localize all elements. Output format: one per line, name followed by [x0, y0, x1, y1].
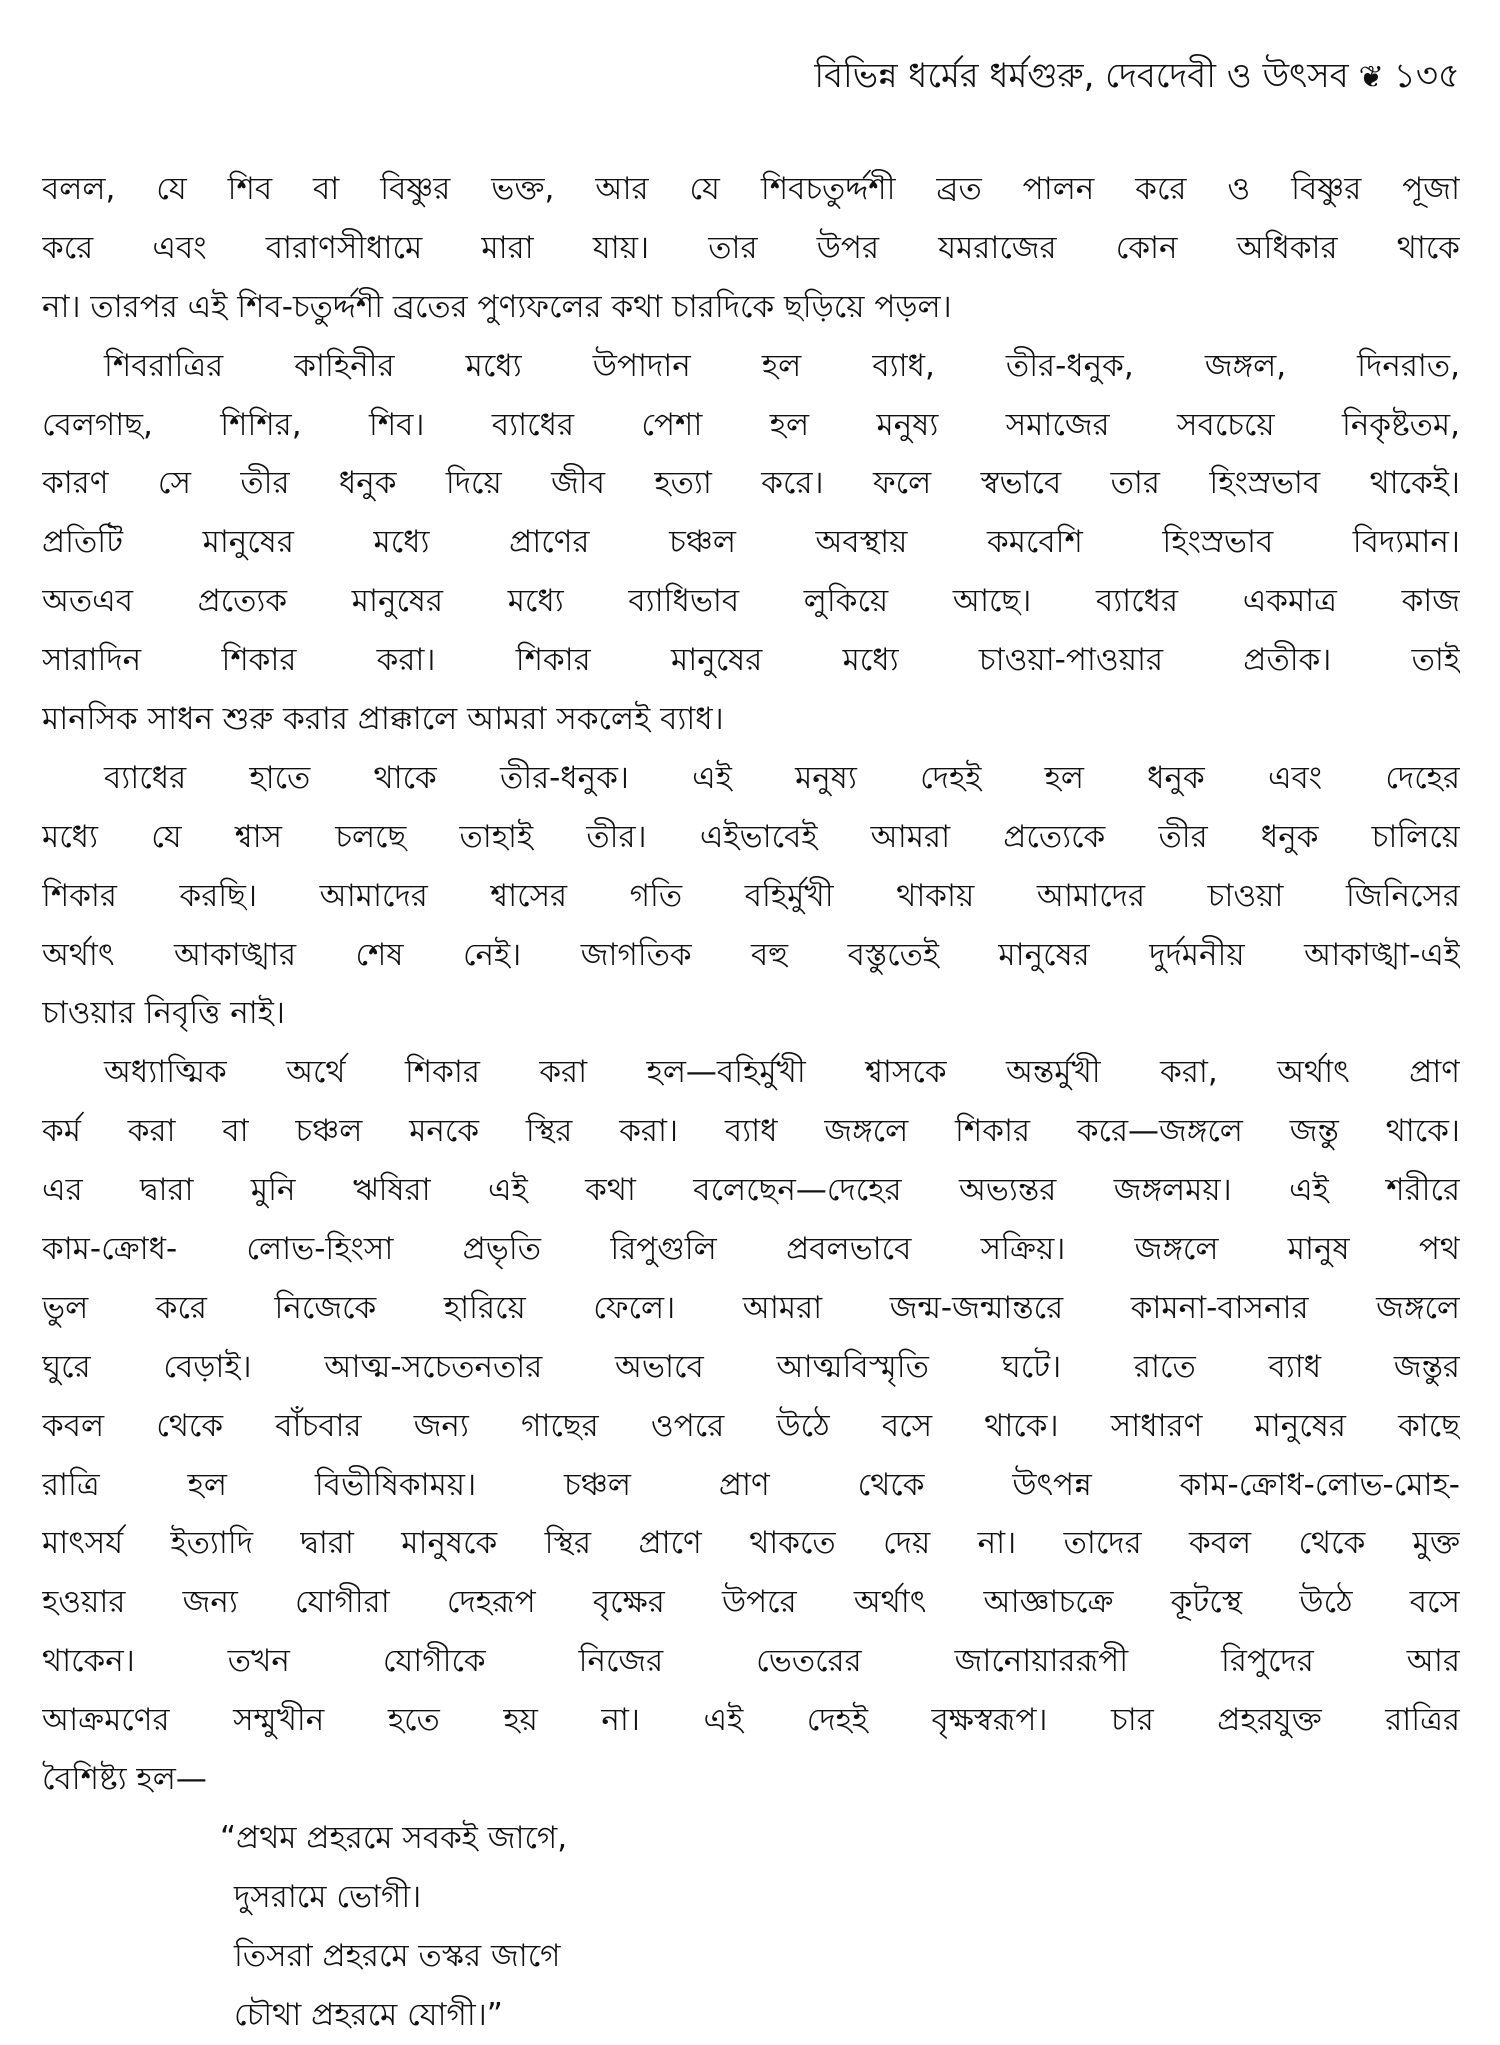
paragraph-start-line: শিবরাত্রির কাহিনীর মধ্যে উপাদান হল ব্যাধ, তীর-ধনুক, জঙ্গল, দিনরাত, [104, 347, 1460, 384]
paragraph-start-line: ব্যাধের হাতে থাকে তীর-ধনুক। এই মনুষ্য দেহই হল ধনুক এবং দেহের [104, 759, 1460, 796]
verse-line: চৌথা প্রহরমে যোগী।” [234, 1996, 503, 2033]
verse-line: তিসরা প্রহরমে তস্কর জাগে [234, 1937, 561, 1974]
text-line: শিকার করছি। আমাদের শ্বাসের গতি বহির্মুখী থাকায় আমাদের চাওয়া জিনিসের [42, 877, 1460, 914]
text-line: বৈশিষ্ট্য হল— [42, 1761, 207, 1798]
text-line: আক্রমণের সম্মুখীন হতে হয় না। এই দেহই বৃক্ষস্বরূপ। চার প্রহরযুক্ত রাত্রির [42, 1702, 1460, 1739]
text-line: চাওয়ার নিবৃত্তি নাই। [42, 995, 285, 1032]
running-header [560, 52, 1460, 102]
text-line: কবল থেকে বাঁচবার জন্য গাছের ওপরে উঠে বসে থাকে। সাধারণ মানুষের কাছে [42, 1407, 1460, 1444]
text-line: সারাদিন শিকার করা। শিকার মানুষের মধ্যে চাওয়া-পাওয়ার প্রতীক। তাই [42, 642, 1460, 679]
text-line: অর্থাৎ আকাঙ্খার শেষ নেই। জাগতিক বহু বস্তুতেই মানুষের দুর্দমনীয় আকাঙ্খা-এই [42, 936, 1460, 973]
text-line: মাৎসর্য ইত্যাদি দ্বারা মানুষকে স্থির প্রাণে থাকতে দেয় না। তাদের কবল থেকে মুক্ত [42, 1525, 1460, 1562]
text-line: কাম-ক্রোধ- লোভ-হিংসা প্রভৃতি রিপুগুলি প্রবলভাবে সক্রিয়। জঙ্গলে মানুষ পথ [42, 1231, 1460, 1268]
text-line: ভুল করে নিজেকে হারিয়ে ফেলে। আমরা জন্ম-জন্মান্তরে কামনা-বাসনার জঙ্গলে [42, 1289, 1460, 1326]
text-line: থাকেন। তখন যোগীকে নিজের ভেতরের জানোয়াররূপী রিপুদের আর [42, 1643, 1460, 1680]
text-line: মানসিক সাধন শুরু করার প্রাক্কালে আমরা সকলেই ব্যাধ। [42, 701, 724, 738]
text-line: ঘুরে বেড়াই। আত্ম-সচেতনতার অভাবে আত্মবিস্মৃতি ঘটে। রাতে ব্যাধ জন্তুর [42, 1348, 1460, 1385]
page-number: ১৩৫ [1393, 56, 1460, 96]
verse-line: “প্রথম প্রহরমে সবকই জাগে, [220, 1819, 568, 1856]
flower-ornament-icon: ❦ [1358, 60, 1384, 95]
paragraph-start-line: অধ্যাত্মিক অর্থে শিকার করা হল—বহির্মুখী শ্বাসকে অন্তর্মুখী করা, অর্থাৎ প্রাণ [104, 1054, 1460, 1091]
text-line: বেলগাছ, শিশির, শিব। ব্যাধের পেশা হল মনুষ্য সমাজের সবচেয়ে নিকৃষ্টতম, [42, 406, 1460, 443]
text-line: করে এবং বারাণসীধামে মারা যায়। তার উপর যমরাজের কোন অধিকার থাকে [42, 229, 1460, 266]
text-line: এর দ্বারা মুনি ঋষিরা এই কথা বলেছেন—দেহের অভ্যন্তর জঙ্গলময়। এই শরীরে [42, 1172, 1460, 1209]
verse-line: দুসরামে ভোগী। [234, 1878, 422, 1915]
quoted-verse [42, 1809, 1460, 2045]
text-line: বলল, যে শিব বা বিষ্ণুর ভক্ত, আর যে শিবচতুর্দ্দশী ব্রত পালন করে ও বিষ্ণুর পূজা [42, 171, 1460, 207]
text-line: মধ্যে যে শ্বাস চলছে তাহাই তীর। এইভাবেই আমরা প্রত্যেকে তীর ধনুক চালিয়ে [42, 818, 1460, 855]
text-line: কর্ম করা বা চঞ্চল মনকে স্থির করা। ব্যাধ জঙ্গলে শিকার করে—জঙ্গলে জন্তু থাকে। [42, 1113, 1460, 1150]
body-text [42, 160, 1460, 2045]
text-line: হওয়ার জন্য যোগীরা দেহরূপ বৃক্ষের উপরে অর্থাৎ আজ্ঞাচক্রে কূটস্থে উঠে বসে [42, 1584, 1460, 1621]
text-line: অতএব প্রত্যেক মানুষের মধ্যে ব্যাধিভাব লুকিয়ে আছে। ব্যাধের একমাত্র কাজ [42, 583, 1460, 620]
header-title: বিভিন্ন ধর্মের ধর্মগুরু, দেবদেবী ও উৎসব [814, 56, 1349, 96]
text-line: না। তারপর এই শিব-চতুর্দ্দশী ব্রতের পুণ্যফলের কথা চারদিকে ছড়িয়ে পড়ল। [42, 288, 952, 325]
text-line: প্রতিটি মানুষের মধ্যে প্রাণের চঞ্চল অবস্থায় কমবেশি হিংস্রভাব বিদ্যমান। [42, 524, 1460, 561]
text-line: কারণ সে তীর ধনুক দিয়ে জীব হত্যা করে। ফলে স্বভাবে তার হিংস্রভাব থাকেই। [42, 465, 1460, 502]
text-line: রাত্রি হল বিভীষিকাময়। চঞ্চল প্রাণ থেকে উৎপন্ন কাম-ক্রোধ-লোভ-মোহ- [42, 1466, 1460, 1503]
